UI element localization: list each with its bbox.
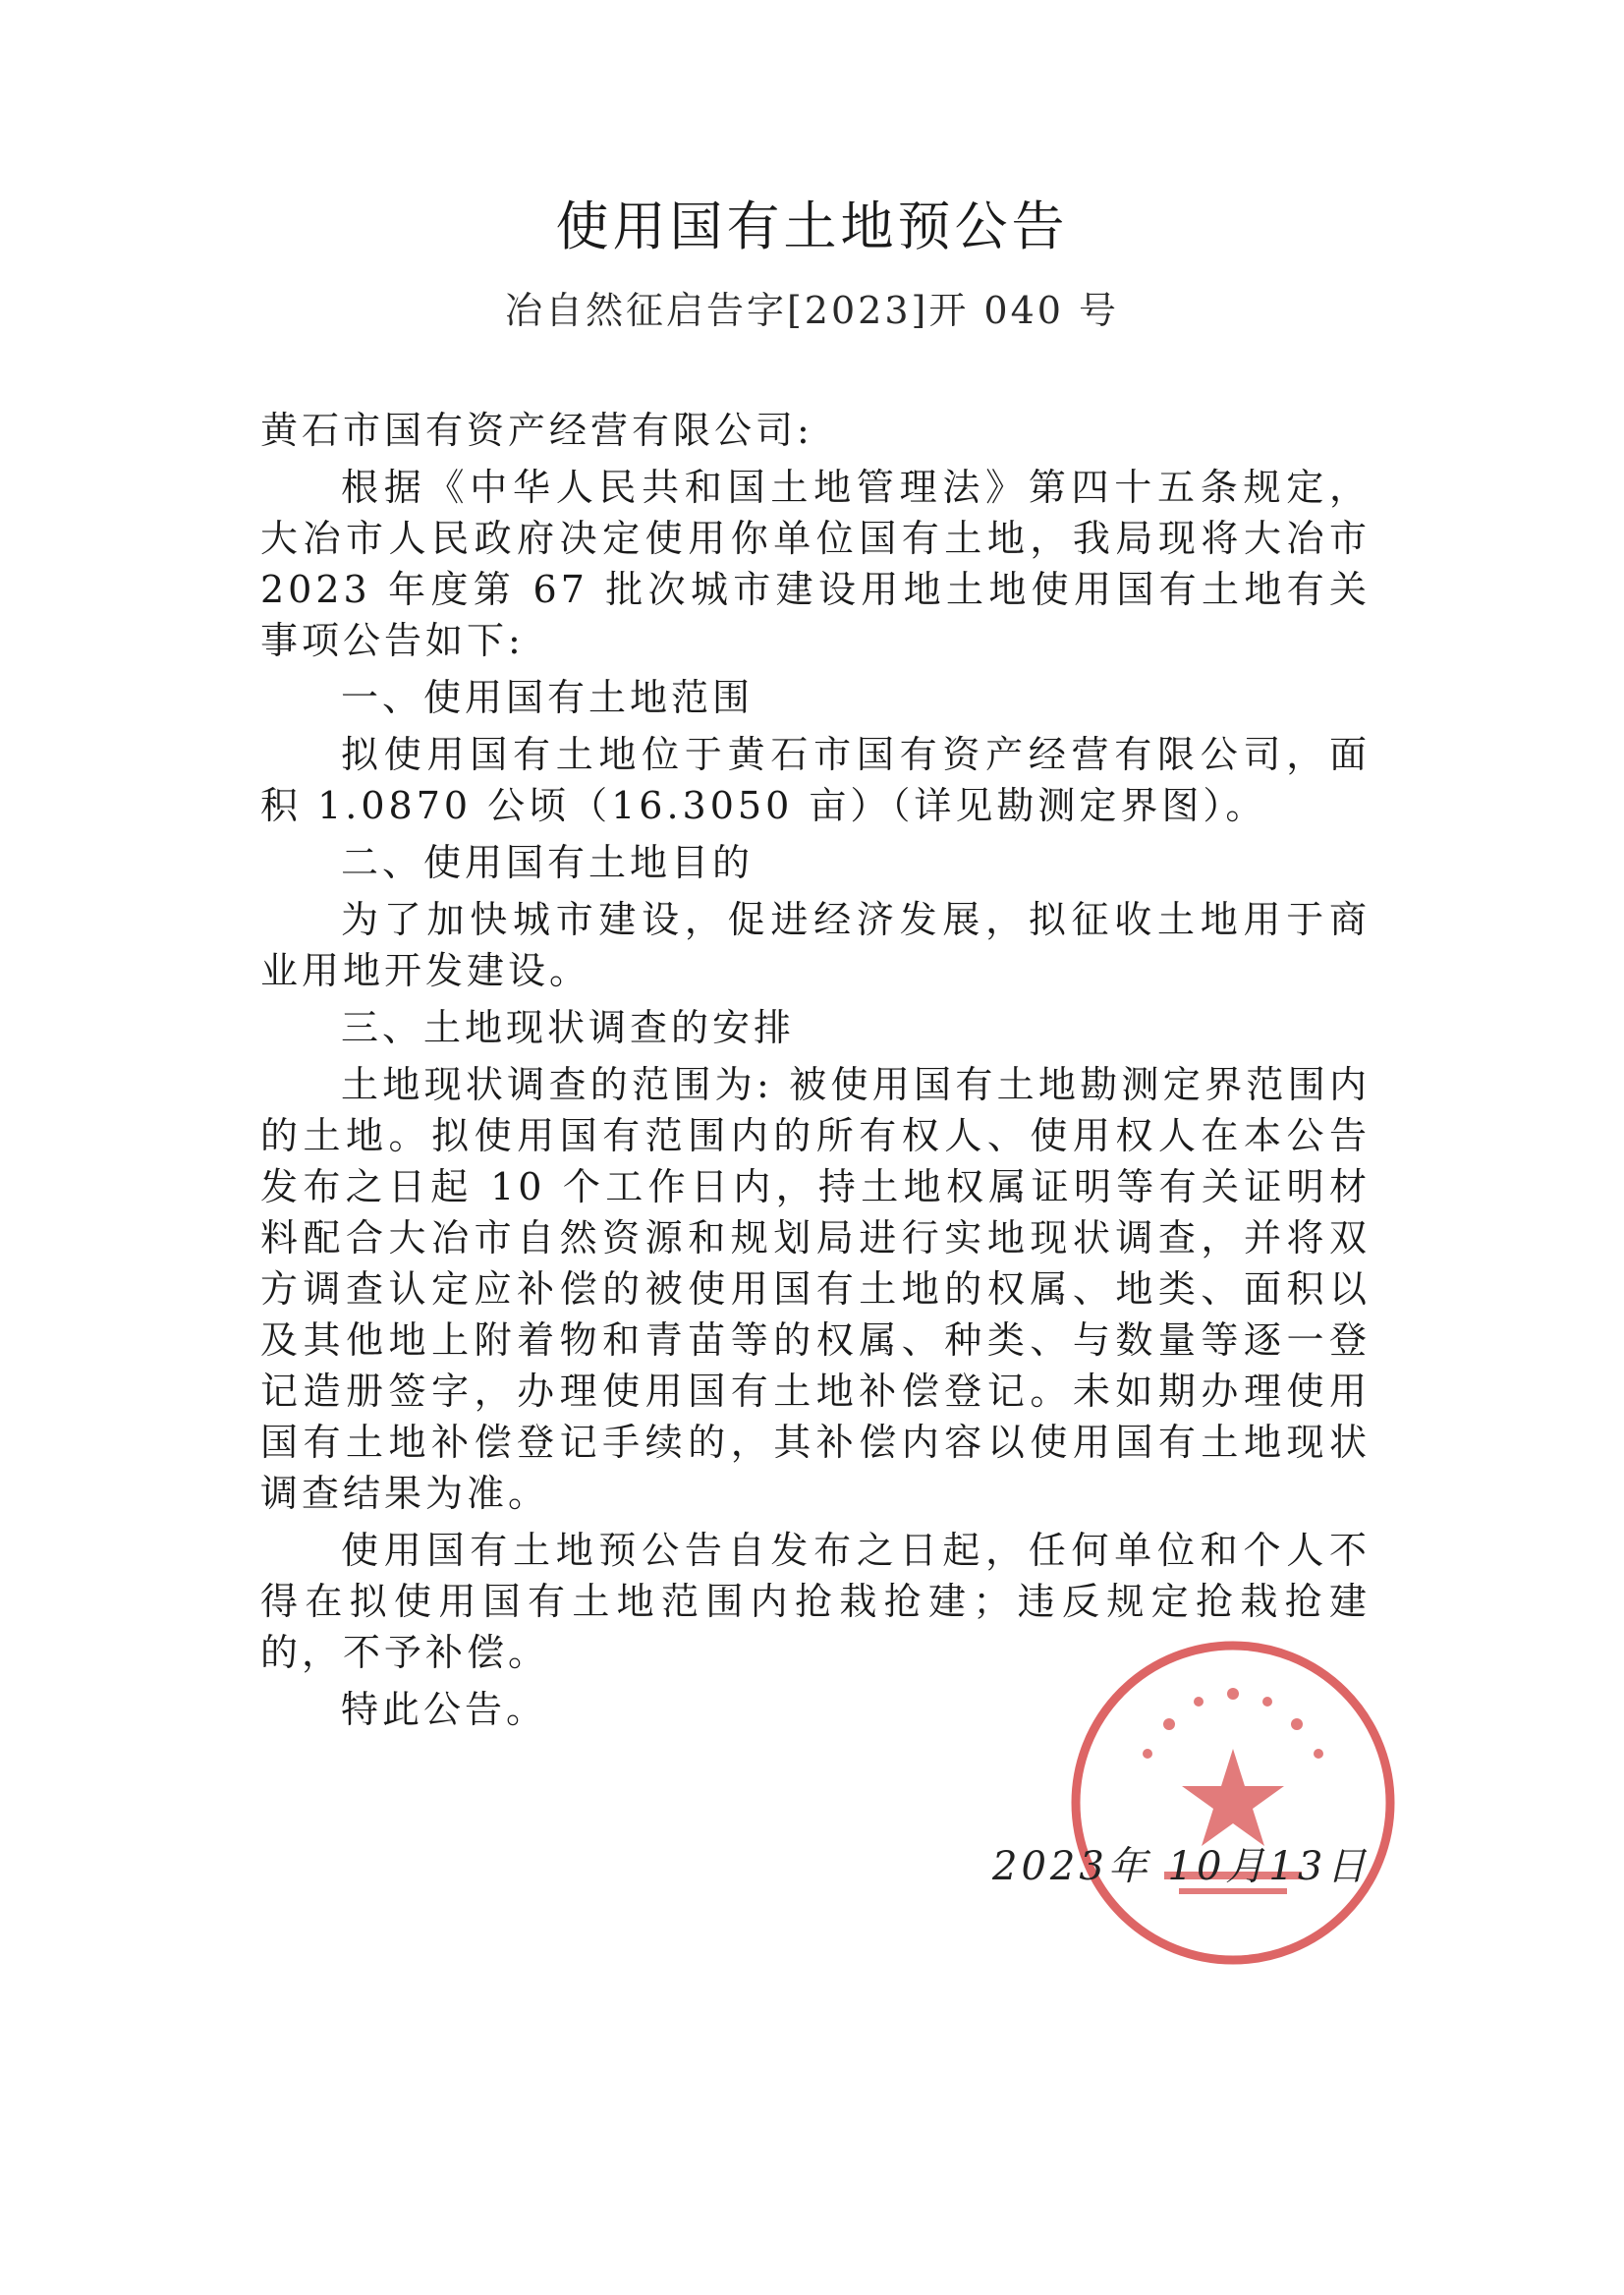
document-number: 冶自然征启告字[2023]开 040 号: [504, 289, 1120, 332]
section-paragraph-3: 土地现状调查的范围为: 被使用国有土地勘测定界范围内的土地。拟使用国有范围内的所有权人、使用权人在本公告发布之日起 10 个工作日内，持土地权属证明等有关证明材料配合大冶市自然资源和规划局进行实地现状调查，并将双方调查认定应补偿的被使用国有土地的权属、地类、面积以及其他地上附着物和青苗等的权属、种类、与数量等逐一登记造册签字，办理使用国有土地补偿登记。未如期办理使用国有土地补偿登记手续的，其补偿内容以使用国有土地现状调查结果为准。: [260, 1063, 1371, 1515]
section-heading-2: 二、使用国有土地目的: [341, 841, 755, 884]
section-heading-1: 一、使用国有土地范围: [341, 676, 755, 719]
warning-paragraph: 使用国有土地预公告自发布之日起，任何单位和个人不得在拟使用国有土地范围内抢栽抢建；违反规定抢栽抢建的，不予补偿。: [260, 1529, 1371, 1674]
closing-line: 特此公告。: [341, 1688, 548, 1731]
document-title: 使用国有土地预公告: [555, 196, 1069, 257]
section-paragraph-2: 为了加快城市建设，促进经济发展，拟征收土地用于商业用地开发建设。: [260, 898, 1371, 992]
intro-paragraph: 根据《中华人民共和国土地管理法》第四十五条规定，大冶市人民政府决定使用你单位国有土地，我局现将大冶市 2023 年度第 67 批次城市建设用地土地使用国有土地有关事项公告如下:: [260, 466, 1371, 662]
section-heading-3: 三、土地现状调查的安排: [341, 1006, 796, 1049]
issue-date: 2023年 10月13日: [992, 1844, 1371, 1889]
addressee: 黄石市国有资产经营有限公司:: [260, 409, 813, 452]
official-seal-stamp: [1061, 1631, 1405, 1975]
document-body: [260, 405, 1371, 1741]
section-paragraph-1: 拟使用国有土地位于黄石市国有资产经营有限公司，面积 1.0870 公顷（16.3050 亩）（详见勘测定界图）。: [260, 733, 1371, 827]
